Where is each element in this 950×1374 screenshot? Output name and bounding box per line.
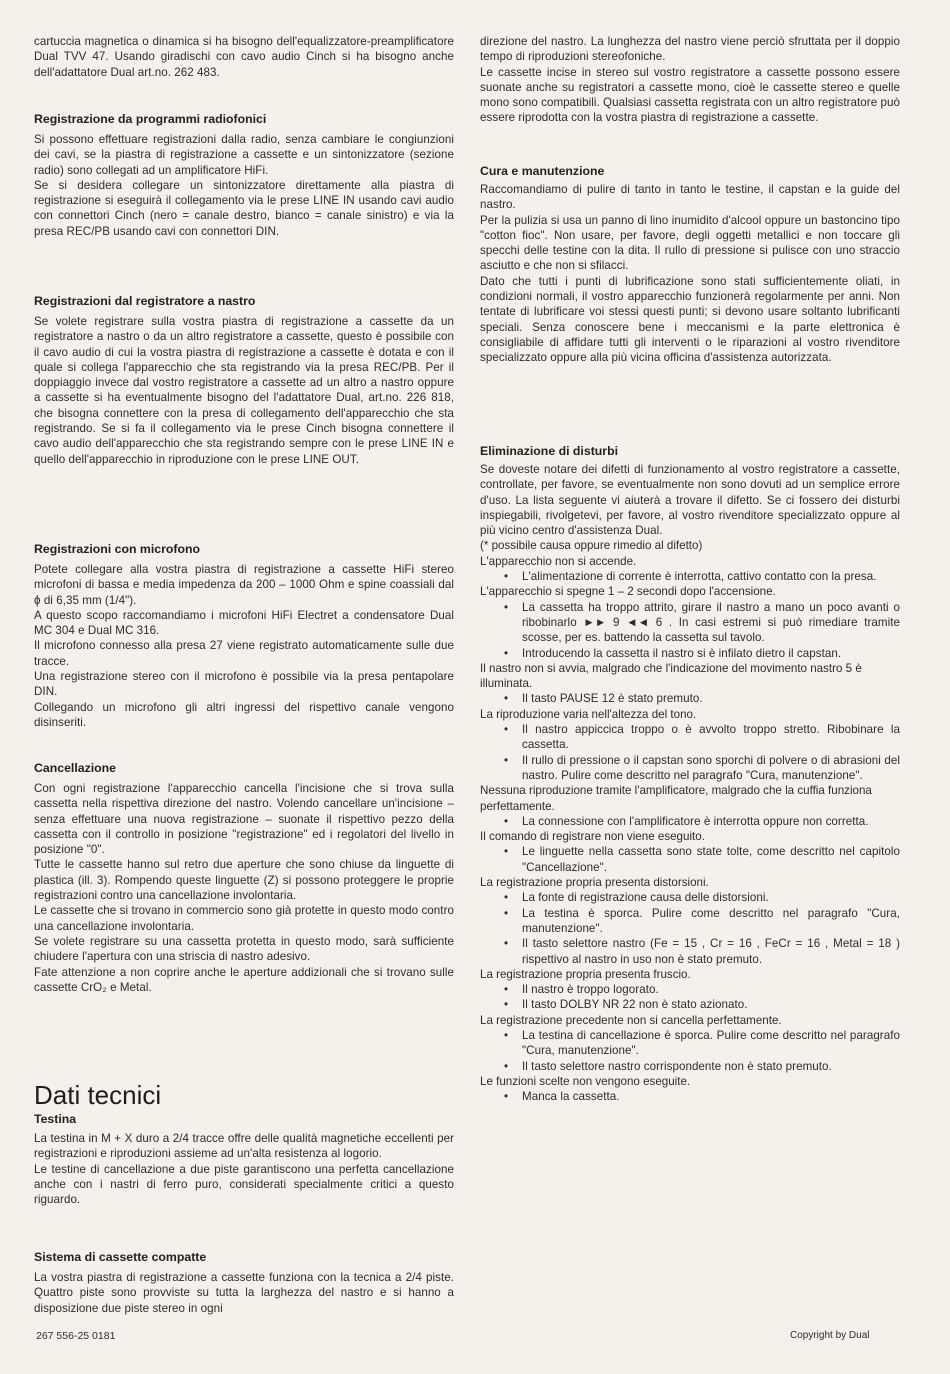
- symptom-9: La registrazione precedente non si cancella perfettamente.: [480, 1013, 782, 1027]
- trouble-heading: Eliminazione di disturbi: [480, 444, 619, 458]
- remedy-item: • Il tasto PAUSE 12 è stato premuto.: [480, 691, 900, 706]
- symptom-5-remedies: [480, 814, 900, 829]
- trouble-paragraph-1: Se doveste notare dei difetti di funzionamento al vostro registratore a cassette, controllate, per favore, se eventualmente non sono dovuti ad un semplice errore d'uso. La lista seguente vi aiuterà a trovare il difetto. Se ci fossero dei disturbi inspiegabili, rivolgetevi, per favore, al vostro rivenditore specializzato oppure al più vicino centro d'assistenza Dual.: [480, 463, 900, 538]
- remedy-item: • Il nastro è troppo logorato.: [480, 982, 900, 997]
- symptom-3: Il nastro non si avvia, malgrado che l'indicazione del movimento nastro 5 è illuminata.: [480, 661, 862, 691]
- remedy-item: • La testina è sporca. Pulire come descritto nel paragrafo "Cura, manutenzione".: [480, 906, 900, 937]
- head-paragraph-2: Le testine di cancellazione a due piste garantiscono una perfetta cancellazione anche con i nastri di ferro puro, considerati specialmente critici a questo riguardo.: [34, 1162, 454, 1207]
- radio-paragraph-1: Si possono effettuare registrazioni dalla radio, senza cambiare le congiunzioni dei cavi, se la piastra di registrazione a cassette e un sintonizzatore (sezione radio) sono collegati ad un amplificatore HiFi.: [34, 133, 454, 177]
- remedy-item: • Il nastro appiccica troppo o è avvolto troppo stretto. Ribobinare la cassetta.: [480, 722, 900, 753]
- care-heading: Cura e manutenzione: [480, 164, 605, 178]
- symptom-9-remedies: [480, 1028, 900, 1074]
- symptom-5: Nessuna riproduzione tramite l'amplificatore, malgrado che la cuffia funziona perfettamente.: [480, 784, 872, 813]
- erase-paragraph-4: Se volete registrare su una cassetta protetta in questo modo, sarà sufficiente chiudere l'apertura con una striscia di nastro adesivo.: [34, 934, 454, 964]
- mic-paragraph-3: Il microfono connesso alla presa 27 viene registrato automaticamente sulle due tracce.: [34, 639, 454, 668]
- remedy-item: • L'alimentazione di corrente è interrotta, cattivo contatto con la presa.: [480, 569, 900, 584]
- remedy-item: • Le linguette nella cassetta sono state tolte, come descritto nel capitolo "Cancellazione".: [480, 844, 900, 875]
- trouble-section: [480, 444, 900, 1104]
- erase-paragraph-5: Fate attenzione a non coprire anche le aperture addizionali che si trovano sulle cassette CrO₂ e Metal.: [34, 965, 454, 994]
- specs-section: [34, 1080, 454, 1207]
- mic-heading: Registrazioni con microfono: [34, 542, 201, 556]
- remedy-item: • La cassetta ha troppo attrito, girare il nastro a mano un poco avanti o ribobinarlo ►► 9 ◄◄ 6 . In casi estremi si può rimediare tramite scosse, per es. battendo la cassetta sul tavolo.: [480, 600, 900, 646]
- copyright-notice: Copyright by Dual: [790, 1330, 870, 1341]
- symptom-1: L'apparecchio non si accende.: [480, 554, 637, 568]
- symptom-10-remedies: [480, 1089, 900, 1104]
- symptom-2: L'apparecchio si spegne 1 – 2 secondi dopo l'accensione.: [480, 585, 776, 599]
- system-paragraph-1: La vostra piastra di registrazione a cassette funziona con la tecnica a 2/4 piste. Quattro piste sono provviste su tutta la larghezza del nastro e si hanno a disposizione due piste stereo in ogni: [34, 1271, 454, 1315]
- remedy-item: • La connessione con l'amplificatore è interrotta oppure non corretta.: [480, 814, 900, 829]
- symptom-7-remedies: [480, 890, 900, 966]
- head-subheading: Testina: [34, 1112, 77, 1126]
- symptom-8-remedies: [480, 982, 900, 1013]
- remedy-item: • Manca la cassetta.: [480, 1089, 900, 1104]
- care-paragraph-3: Dato che tutti i punti di lubrificazione sono stati sufficientemente oliati, in condizioni normali, il vostro apparecchio funzionerà regolarmente per anni. Non tentate di lubrificare voi stessi questi punti; si devono usare soltanto lubrificanti speciali. Senza conoscere bene i meccanismi e la parte elettronica è consigliabile di affidare tutti gli interventi o le riparazioni al vostro rivenditore specializzato oppure alla più vicina officina d'assistenza autorizzata.: [480, 274, 900, 365]
- symptom-10: Le funzioni scelte non vengono eseguite.: [480, 1074, 691, 1088]
- trouble-note: (* possibile causa oppure rimedio al difetto): [480, 539, 703, 553]
- symptom-6-remedies: [480, 844, 900, 875]
- erase-heading: Cancellazione: [34, 761, 117, 775]
- erase-paragraph-2: Tutte le cassette hanno sul retro due aperture che sono chiuse da linguette di plastica (ill. 3). Rompendo queste linguette (Z) si possono proteggere le proprie registrazioni contro una cancellazione involontaria.: [34, 858, 454, 903]
- mic-paragraph-1: Potete collegare alla vostra piastra di registrazione a cassette HiFi stereo microfoni di bassa e media impedenza da 200 – 1000 Ohm e spine coassiali dal ϕ di 6,35 mm (1/4").: [34, 563, 454, 607]
- mic-paragraph-4: Una registrazione stereo con il microfono è possibile via la presa pentapolare DIN.: [34, 670, 454, 699]
- mic-paragraph-2: A questo scopo raccomandiamo i microfoni HiFi Electret a condensatore Dual MC 304 e Dual MC 316.: [34, 608, 454, 638]
- care-paragraph-2: Per la pulizia si usa un panno di lino inumidito d'alcool oppure un bastoncino tipo "cotton fioc". Non usare, per favore, degli oggetti metallici e non toccare gli specchi delle testine con la dita. Il rullo di pressione si pulisce con uno straccio asciutto e che non si sfilacci.: [480, 213, 900, 273]
- remedy-item: • Introducendo la cassetta il nastro si è infilato dietro il capstan.: [480, 646, 900, 661]
- symptom-2-remedies: [480, 600, 900, 661]
- document-code: 267 556-25 0181: [36, 1330, 116, 1342]
- symptom-4: La riproduzione varia nell'altezza del tono.: [480, 707, 697, 721]
- system-heading: Sistema di cassette compatte: [34, 1250, 207, 1264]
- head-paragraph-1: La testina in M + X duro a 2/4 tracce offre delle qualità magnetiche eccellenti per registrazioni e riproduzioni assieme ad un'alta resistenza al logorio.: [34, 1132, 454, 1161]
- radio-section: [34, 112, 454, 239]
- specs-main-heading: Dati tecnici: [34, 1080, 162, 1110]
- symptom-3-remedies: [480, 691, 900, 706]
- remedy-item: • La fonte di registrazione causa delle distorsioni.: [480, 890, 900, 905]
- erase-paragraph-3: Le cassette che si trovano in commercio sono già protette in questo modo contro una cancellazione involontaria.: [34, 904, 454, 933]
- care-paragraph-1: Raccomandiamo di pulire di tanto in tanto le testine, il capstan e la guide del nastro.: [480, 183, 900, 212]
- mic-section: [34, 542, 454, 730]
- tape-section: [34, 294, 454, 467]
- remedy-item: • Il tasto selettore nastro (Fe = 15 , Cr = 16 , FeCr = 16 , Metal = 18 ) rispettivo al nastro in uso non è stato premuto.: [480, 936, 900, 967]
- remedy-item: • Il rullo di pressione o il capstan sono sporchi di polvere o di abrasioni del nastro. Pulire come descritto nel paragrafo "Cura, manutenzione".: [480, 753, 900, 784]
- intro-paragraph: cartuccia magnetica o dinamica si ha bisogno dell'equalizzatore-preamplificatore Dual TVV 47. Usando giradischi con cavo audio Cinch si ha bisogno anche dell'adattatore Dual art.no. 262 483.: [34, 35, 454, 79]
- tape-heading: Registrazioni dal registratore a nastro: [34, 294, 256, 308]
- tape-paragraph-1: Se volete registrare sulla vostra piastra di registrazione a cassette da un registratore a nastro o da un altro registratore a cassette, questo è possibile con il cavo audio di cui la vostra piastra di registrazione a cassette è dotata e con il quale si collega l'apparecchio che sta registrando via la presa REC/PB. Per il doppiaggio invece dal vostro registratore a cassette ad un altro a nastro oppure a cassette si ha eventualmente bisogno del l'adattatore Dual, art.no. 226 818, che bisogna connettere con la presa di collegamento dell'apparecchio che sta registrando. Se si fa il collegamento via le prese Cinch bisogna connettere il cavo audio dell'apparecchio che sta registrando sempre con le prese LINE IN e quello dell'apparecchio in riproduzione con le prese LINE OUT.: [34, 315, 454, 466]
- erase-section: [34, 761, 454, 995]
- symptom-1-remedies: [480, 569, 900, 584]
- intro-block: [34, 34, 454, 80]
- symptom-4-remedies: [480, 722, 900, 783]
- remedy-item: • Il tasto selettore nastro corrispondente non è stato premuto.: [480, 1059, 900, 1074]
- care-section: [480, 164, 900, 366]
- symptom-6: Il comando di registrare non viene eseguito.: [480, 830, 705, 844]
- mic-paragraph-5: Collegando un microfono gli altri ingressi del rispettivo canale vengono disinseriti.: [34, 700, 454, 729]
- remedy-item: • Il tasto DOLBY NR 22 non è stato azionato.: [480, 997, 900, 1012]
- continuation-paragraph-1: direzione del nastro. La lunghezza del nastro viene perciò sfruttata per il doppio tempo di riproduzioni stereofoniche.: [480, 35, 900, 64]
- radio-paragraph-2: Se si desidera collegare un sintonizzatore direttamente alla piastra di registrazione si eseguirà il collegamento via le prese LINE IN usando cavi audio con connettori Cinch (nero = canale destro, bianco = canale sinistro) e via la presa REC/PB usando cavi con connettori DIN.: [34, 178, 454, 238]
- continuation-block: [480, 34, 900, 126]
- radio-heading: Registrazione da programmi radiofonici: [34, 112, 267, 126]
- erase-paragraph-1: Con ogni registrazione l'apparecchio cancella l'incisione che si trova sulla cassetta nella rispettiva direzione del nastro. Volendo cancellare un'incisione – senza effettuare una nuova registrazione – suonate il rispettivo pezzo della cassetta con il controllo in posizione "registrazione" ed i regolatori del livello in posizione "0".: [34, 782, 454, 857]
- symptom-8: La registrazione propria presenta fruscio.: [480, 967, 691, 981]
- symptom-7: La registrazione propria presenta distorsioni.: [480, 876, 709, 890]
- continuation-paragraph-2: Le cassette incise in stereo sul vostro registratore a cassette possono essere suonate anche su registratori a cassette mono, cioè le cassette stereo e quelle mono sono compatibili. Qualsiasi cassetta registrata con un altro registratore può essere riprodotta con la vostra piastra di registrazione a cassette.: [480, 65, 900, 125]
- system-section: [34, 1250, 454, 1316]
- remedy-item: • La testina di cancellazione è sporca. Pulire come descritto nel paragrafo "Cura, manutenzione".: [480, 1028, 900, 1059]
